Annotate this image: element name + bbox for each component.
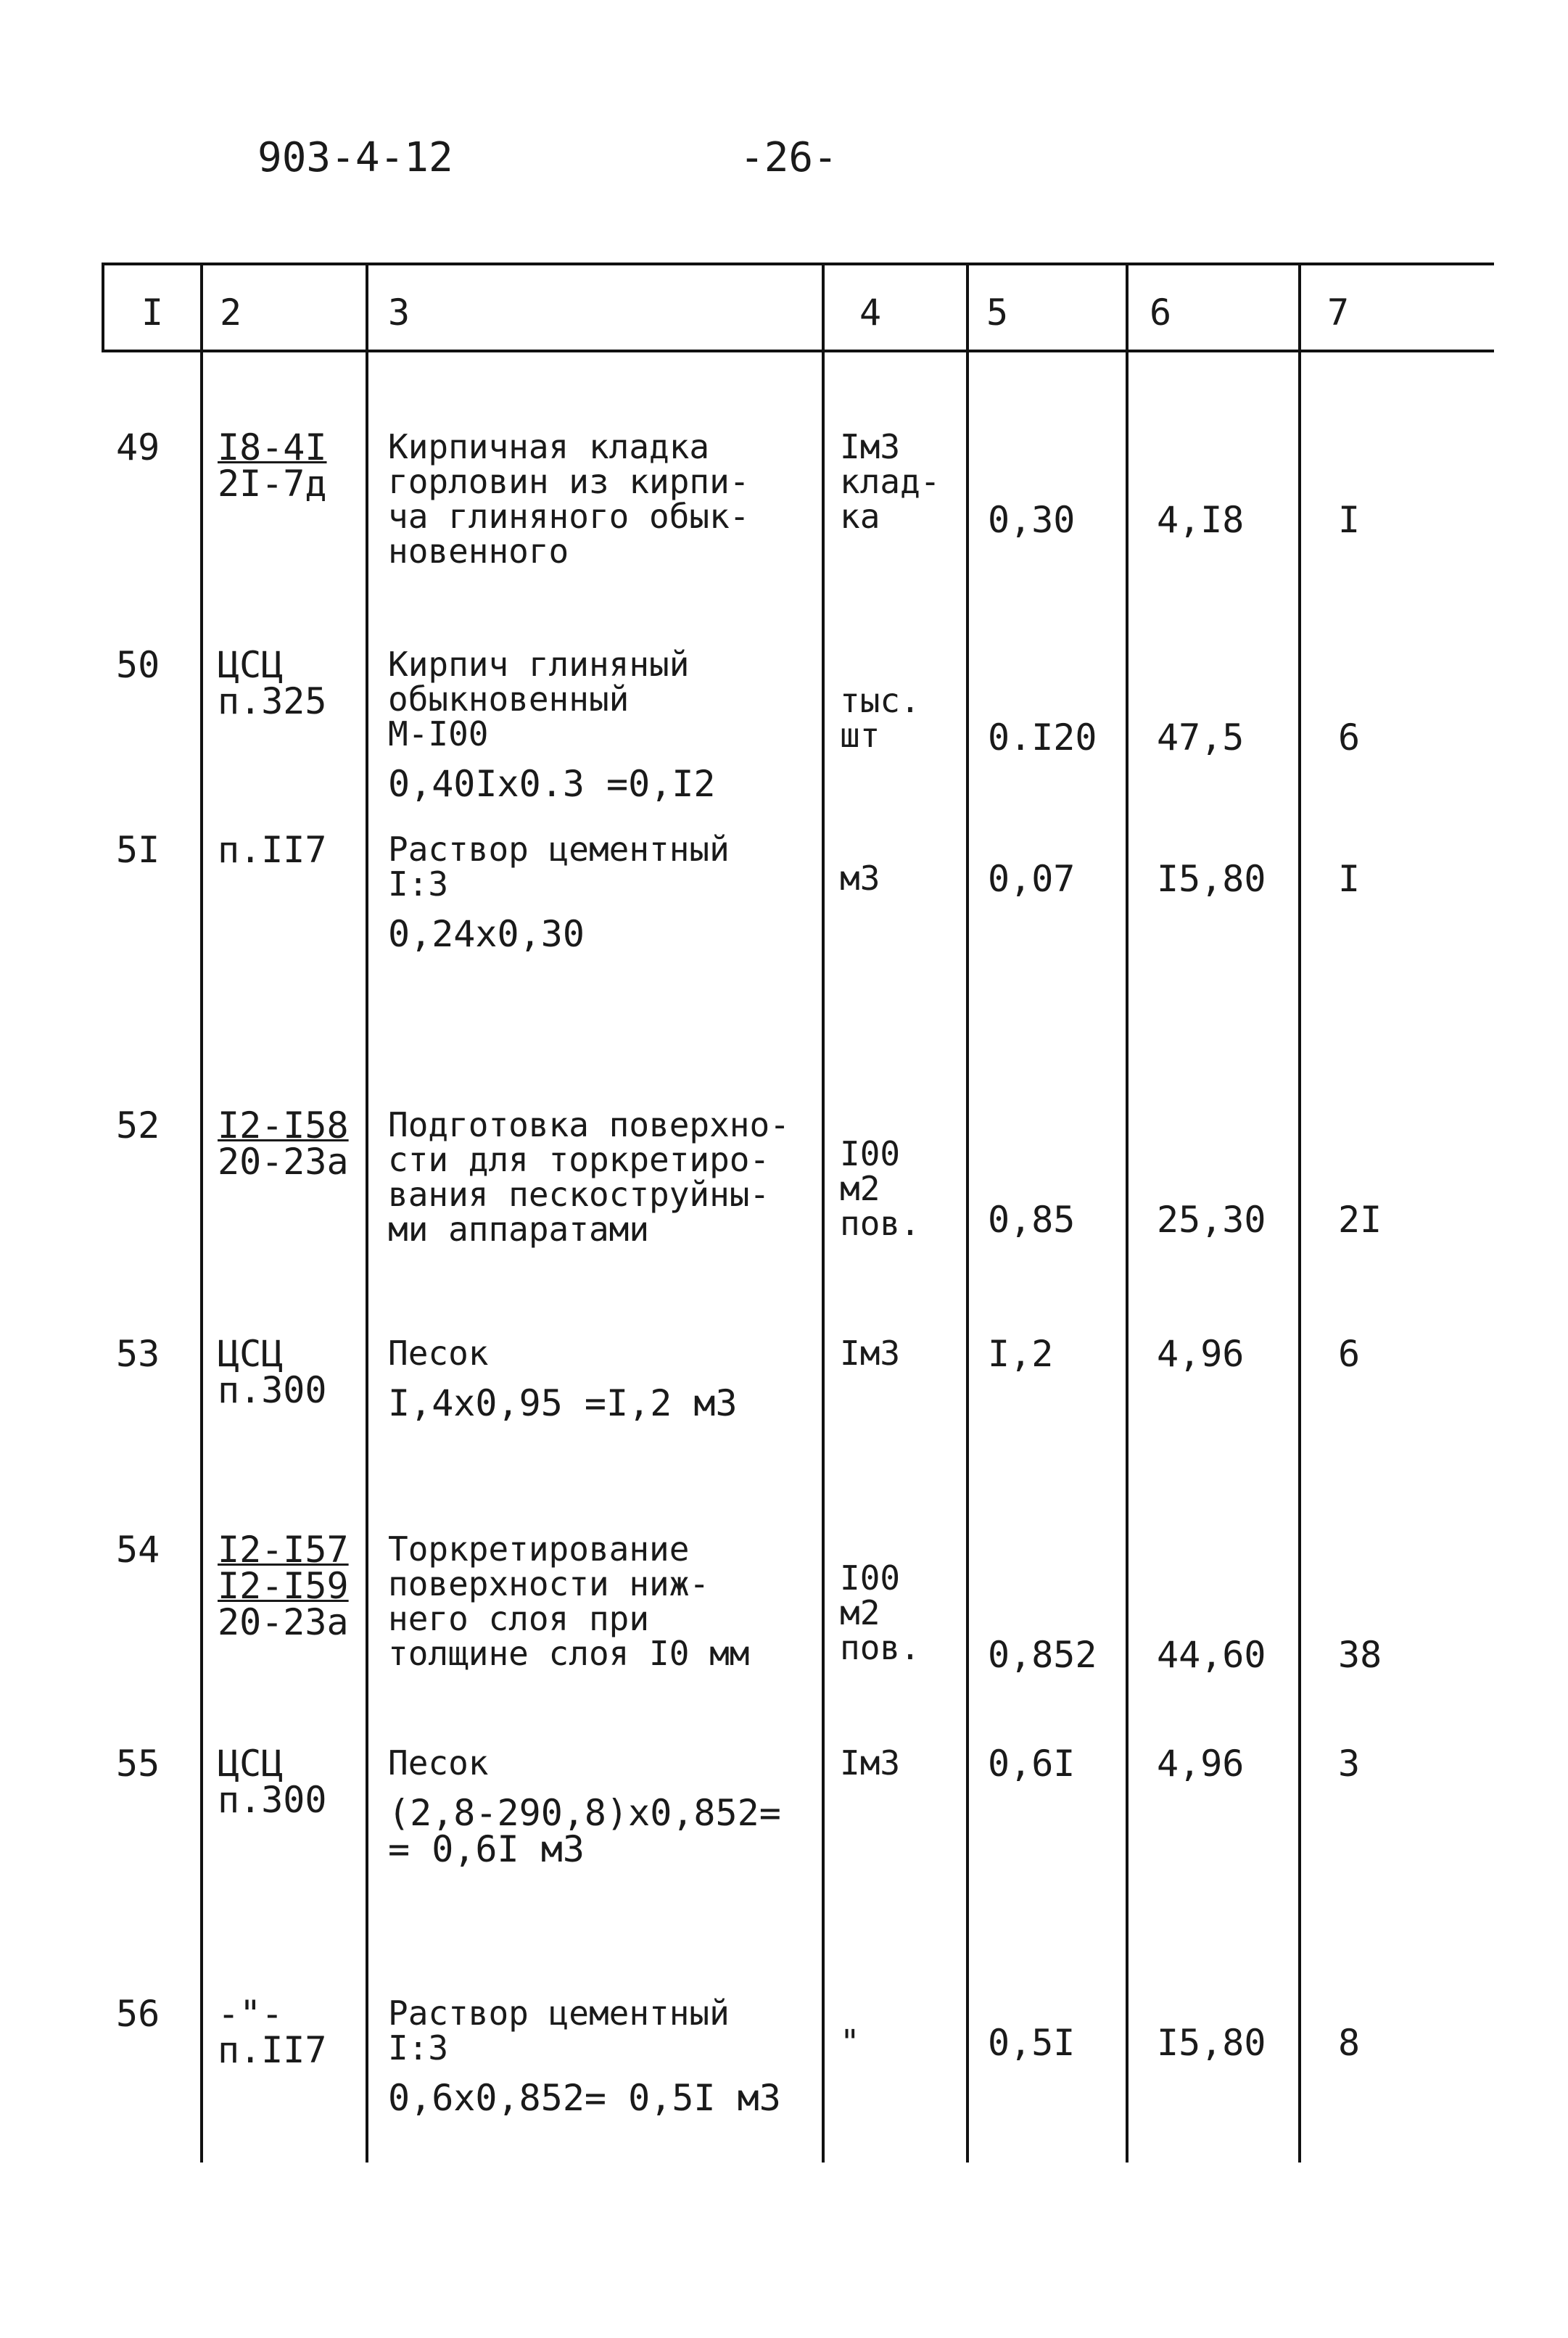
col-border-2	[366, 263, 368, 2163]
work-description: Раствор цементный I:3	[388, 1994, 730, 2068]
column-header-5: 5	[986, 292, 1009, 334]
rate-code: I2-I58 20-23а	[218, 1104, 349, 1183]
unit-price: 4,I8	[1157, 499, 1245, 541]
unit-price: 4,96	[1157, 1743, 1245, 1785]
document-code: 903-4-12	[257, 134, 453, 181]
unit: м3	[840, 859, 880, 898]
rate-code: I2-I57 I2-I59 20-23а	[218, 1529, 349, 1643]
column-header-1: I	[141, 292, 164, 334]
page-number: -26-	[740, 134, 838, 181]
rate-code: ЦСЦ п.300	[218, 1743, 327, 1821]
work-description: Раствор цементный I:3	[388, 830, 730, 904]
quantity: I,2	[988, 1333, 1054, 1375]
work-description: Кирпич глиняный обыкновенный М-I00	[388, 645, 690, 753]
row-number: 52	[116, 1104, 160, 1147]
work-description: Песок	[388, 1334, 489, 1373]
unit-price: 47,5	[1157, 716, 1245, 759]
quantity-calculation: 0,40Iх0.3 =0,I2	[388, 763, 716, 805]
column-header-3: 3	[388, 292, 410, 334]
work-description: Торкретирование поверхности ниж- него слоя при толщине слоя I0 мм	[388, 1529, 750, 1673]
unit-price: 25,30	[1157, 1199, 1266, 1241]
rate-code: п.II7	[218, 829, 327, 871]
col-border-5	[1126, 263, 1128, 2163]
column-header-4: 4	[859, 292, 882, 334]
row-number: 53	[116, 1333, 160, 1375]
row-number: 56	[116, 1993, 160, 2035]
quantity: 0,07	[988, 858, 1076, 900]
quantity-calculation: 0,24х0,30	[388, 913, 585, 955]
quantity-calculation: (2,8-290,8)х0,852= = 0,6I м3	[388, 1792, 781, 1870]
quantity: 0,85	[988, 1199, 1076, 1241]
row-number: 55	[116, 1743, 160, 1785]
quantity: 0,5I	[988, 2022, 1076, 2064]
unit: Iм3	[840, 1743, 901, 1783]
row-number: 49	[116, 426, 160, 468]
work-description: Песок	[388, 1743, 489, 1783]
column-header-7: 7	[1327, 292, 1350, 334]
rate-code: ЦСЦ п.325	[218, 644, 327, 722]
total-cost: 6	[1338, 716, 1361, 759]
quantity: 0.I20	[988, 716, 1097, 759]
rate-code: ЦСЦ п.300	[218, 1333, 327, 1411]
column-header-2: 2	[220, 292, 242, 334]
quantity: 0,30	[988, 499, 1076, 541]
rate-code: I8-4I 2I-7д	[218, 426, 327, 505]
unit: I00 м2 пов.	[840, 1134, 920, 1243]
work-description: Подготовка поверхно- сти для торкретиро- вания пескоструйны- ми аппаратами	[388, 1105, 790, 1249]
row-number: 5I	[116, 829, 160, 871]
unit: I00 м2 пов.	[840, 1558, 920, 1667]
col-border-6	[1298, 263, 1301, 2163]
table-top-border	[102, 263, 1494, 265]
unit-price: 4,96	[1157, 1333, 1245, 1375]
total-cost: 8	[1338, 2022, 1361, 2064]
col-border-0	[102, 263, 104, 352]
unit-price: I5,80	[1157, 858, 1266, 900]
quantity-calculation: 0,6х0,852= 0,5I м3	[388, 2077, 781, 2119]
total-cost: 3	[1338, 1743, 1361, 1785]
unit-price: 44,60	[1157, 1634, 1266, 1676]
total-cost: I	[1338, 858, 1361, 900]
estimate-table	[102, 263, 1494, 2163]
quantity: 0,6I	[988, 1743, 1076, 1785]
work-description: Кирпичная кладка горловин из кирпи- ча глиняного обык- новенного	[388, 427, 750, 571]
total-cost: 38	[1338, 1634, 1382, 1676]
row-number: 50	[116, 644, 160, 686]
total-cost: I	[1338, 499, 1361, 541]
col-border-1	[200, 263, 203, 2163]
unit-price: I5,80	[1157, 2022, 1266, 2064]
rate-code: -"- п.II7	[218, 1993, 327, 2071]
total-cost: 2I	[1338, 1199, 1382, 1241]
unit: "	[840, 2023, 860, 2062]
total-cost: 6	[1338, 1333, 1361, 1375]
row-number: 54	[116, 1529, 160, 1571]
col-border-4	[966, 263, 969, 2163]
quantity-calculation: I,4х0,95 =I,2 м3	[388, 1382, 738, 1424]
unit: Iм3	[840, 1334, 901, 1373]
unit: тыс. шт	[840, 681, 920, 755]
table-header-border	[102, 350, 1494, 352]
column-header-6: 6	[1150, 292, 1172, 334]
quantity: 0,852	[988, 1634, 1097, 1676]
unit: Iм3 клад- ка	[840, 427, 941, 536]
col-border-3	[822, 263, 825, 2163]
